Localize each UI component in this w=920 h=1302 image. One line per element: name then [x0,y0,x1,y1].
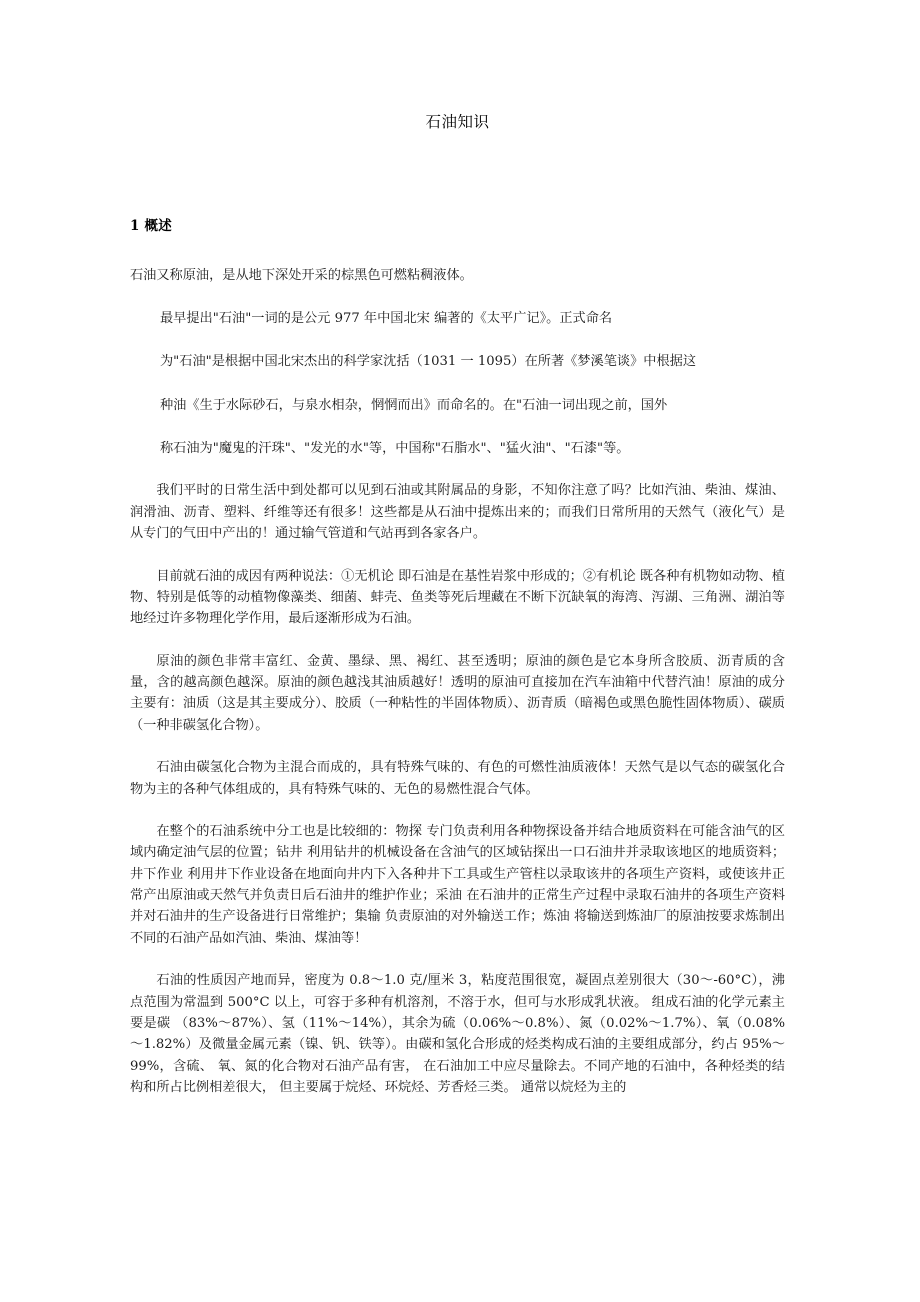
quote-block [130,286,785,460]
paragraph-physical-properties: 石油的性质因产地而异，密度为 0.8～1.0 克/厘米 3，粘度范围很宽，凝固点差别很大（30～-60°C），沸点范围为常温到 500°C 以上，可容于多种有机溶剂，不溶于水，但可与水形成乳状液。 组成石油的化学元素主要是碳 （83%～87%）、氢（11%～14%），其余为硫（0.06%～0.8%）、氮（0.02%～1.7%）、氧（0.08%～1.82%）及微量金属元素（镍、钒、铁等）。由碳和氢化合形成的烃类构成石油的主要组成部分，约占 95%～99%，含硫、 氧、氮的化合物对石油产品有害， 在石油加工中应尽量除去。不同产地的石油中，各种烃类的结构和所占比例相差很大， 但主要属于烷烃、环烷烃、芳香烃三类。 通常以烷烃为主的 [130,973,785,1096]
paragraph-lead: 石油又称原油，是从地下深处开采的棕黑色可燃粘稠液体。 [130,267,473,283]
quote-line: 种油《生于水际砂石，与泉水相杂，惘惘而出》而命名的。在"石油一词出现之前，国外 [160,397,668,413]
paragraph-origin-theories: 目前就石油的成因有两种说法：①无机论 即石油是在基性岩浆中形成的；②有机论 既各种有机物如动物、植物、特别是低等的动植物像藻类、细菌、蚌壳、鱼类等死后埋藏在不断下沉缺氧的海湾、泻湖、三角洲、湖泊等地经过许多物理化学作用，最后逐渐形成为石油。 [130,568,785,627]
paragraph-color-composition: 原油的颜色非常丰富红、金黄、墨绿、黑、褐红、甚至透明；原油的颜色是它本身所含胶质、沥青质的含量，含的越高颜色越深。原油的颜色越浅其油质越好！透明的原油可直接加在汽车油箱中代替汽油！原油的成分主要有：油质（这是其主要成分）、胶质（一种粘性的半固体物质）、沥青质（暗褐色或黑色脆性固体物质）、碳质（一种非碳氢化合物）。 [130,653,785,733]
page-content [130,0,785,1098]
quote-line: 最早提出"石油"一词的是公元 977 年中国北宋 编著的《太平广记》。正式命名 [160,310,613,326]
paragraph-hydrocarbon-definition: 石油由碳氢化合物为主混合而成的，具有特殊气味的、有色的可燃性油质液体！天然气是以气态的碳氢化合物为主的各种气体组成的，具有特殊气味的、无色的易燃性混合气体。 [130,760,785,797]
quote-line: 为"石油"是根据中国北宋杰出的科学家沈括（1031 一 1095）在所著《梦溪笔谈》中根据这 [160,354,697,370]
paragraph-industry-divisions: 在整个的石油系统中分工也是比较细的：物探 专门负责利用各种物探设备并结合地质资料在可能含油气的区域内确定油气层的位置；钻井 利用钻井的机械设备在含油气的区域钻探出一口石油井并录取该地区的地质资料；井下作业 利用井下作业设备在地面向井内下入各种井下工具或生产管柱以录取该井的各项生产资料，或使该井正常产出原油或天然气并负责日后石油井的维护作业；采油 在石油井的正常生产过程中录取石油井的各项生产资料并对石油井的生产设备进行日常维护；集输 负责原油的对外输送工作；炼油 将输送到炼油厂的原油按要求炼制出不同的石油产品如汽油、柴油、煤油等！ [130,823,785,946]
quote-line: 称石油为"魔鬼的汗珠"、"发光的水"等，中国称"石脂水"、"猛火油"、"石漆"等。 [160,441,630,457]
page-title: 石油知识 [425,113,490,131]
section-heading-overview: 1 概述 [130,217,172,234]
paragraph-daily-life: 我们平时的日常生活中到处都可以见到石油或其附属品的身影，不知你注意了吗？比如汽油、柴油、煤油、润滑油、沥青、塑料、纤维等还有很多！这些都是从石油中提炼出来的；而我们日常所用的天然气（液化气）是从专门的气田中产出的！通过输气管道和气站再到各家各户。 [130,483,785,542]
